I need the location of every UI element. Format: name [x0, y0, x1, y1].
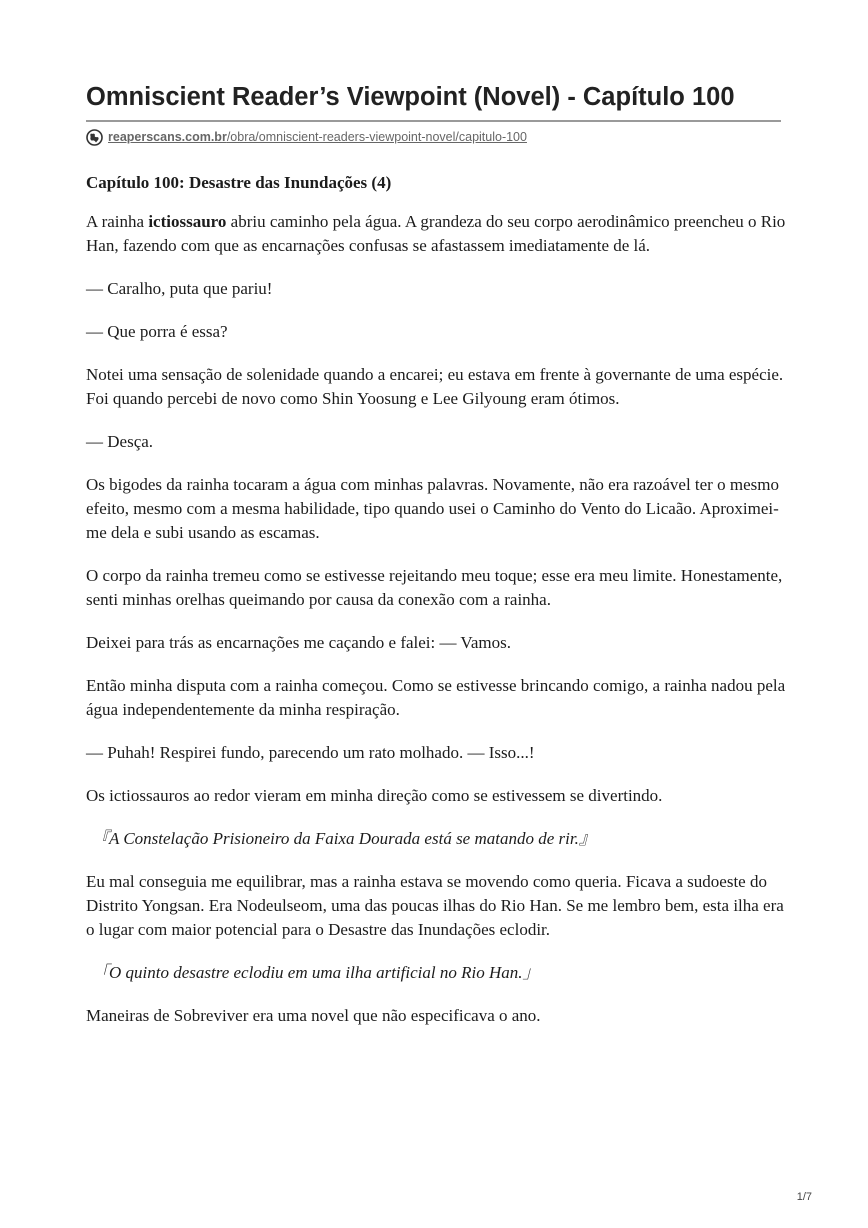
paragraph: Maneiras de Sobreviver era uma novel que não especificava o ano.	[86, 1006, 541, 1025]
system-message: 「O quinto desastre eclodiu em uma ilha artificial no Rio Han.」	[92, 963, 540, 982]
title-divider	[86, 120, 781, 122]
paragraph-text: abriu caminho pela água. A grandeza do seu corpo aerodinâmico preencheu o Rio Han, fazendo com que as encarnações confusas se afastassem imediatamente de lá.	[86, 212, 786, 255]
source-link[interactable]	[108, 130, 527, 144]
paragraph: Notei uma sensação de solenidade quando a encarei; eu estava em frente à governante de uma espécie. Foi quando percebi de novo como Shin Yoosung e Lee Gilyoung eram ótimos.	[86, 365, 784, 408]
paragraph: — Puhah! Respirei fundo, parecendo um rato molhado. — Isso...!	[86, 743, 535, 762]
bold-term: ictiossauro	[148, 212, 227, 231]
paragraph: — Que porra é essa?	[86, 322, 228, 341]
paragraph: Os ictiossauros ao redor vieram em minha direção como se estivessem se divertindo.	[86, 786, 663, 805]
source-path: /obra/omniscient-readers-viewpoint-novel/capitulo-100	[226, 130, 527, 144]
system-message: 『A Constelação Prisioneiro da Faixa Dourada está se matando de rir.』	[92, 829, 596, 848]
paragraph: — Caralho, puta que pariu!	[86, 279, 273, 298]
page-number: 1/7	[796, 1191, 812, 1203]
source-domain: reaperscans.com.br	[108, 130, 227, 144]
paragraph-text: A rainha	[86, 212, 149, 231]
paragraph: Os bigodes da rainha tocaram a água com minhas palavras. Novamente, não era razoável ter o mesmo efeito, mesmo com a mesma habilidade, tipo quando usei o Caminho do Vento do Licaão. Aproximei-me dela e subi usando as escamas.	[86, 475, 779, 542]
paragraph: — Desça.	[86, 432, 154, 451]
source-row	[86, 127, 527, 147]
paragraph: O corpo da rainha tremeu como se estivesse rejeitando meu toque; esse era meu limite. Honestamente, senti minhas orelhas queimando por causa da conexão com a rainha.	[86, 566, 783, 609]
globe-icon	[86, 129, 103, 146]
article-body	[86, 170, 786, 1047]
paragraph	[86, 210, 786, 258]
paragraph: Então minha disputa com a rainha começou. Como se estivesse brincando comigo, a rainha nadou pela água independentemente da minha respiração.	[86, 676, 786, 719]
page-title: Omniscient Reader’s Viewpoint (Novel) - Capítulo 100	[86, 83, 735, 111]
paragraph: Eu mal conseguia me equilibrar, mas a rainha estava se movendo como queria. Ficava a sudoeste do Distrito Yongsan. Era Nodeulseom, uma das poucas ilhas do Rio Han. Se me lembro bem, esta ilha era o lugar com maior potencial para o Desastre das Inundações eclodir.	[86, 872, 784, 939]
paragraph: Deixei para trás as encarnações me caçando e falei: — Vamos.	[86, 633, 511, 652]
chapter-heading: Capítulo 100: Desastre das Inundações (4)	[86, 173, 392, 192]
